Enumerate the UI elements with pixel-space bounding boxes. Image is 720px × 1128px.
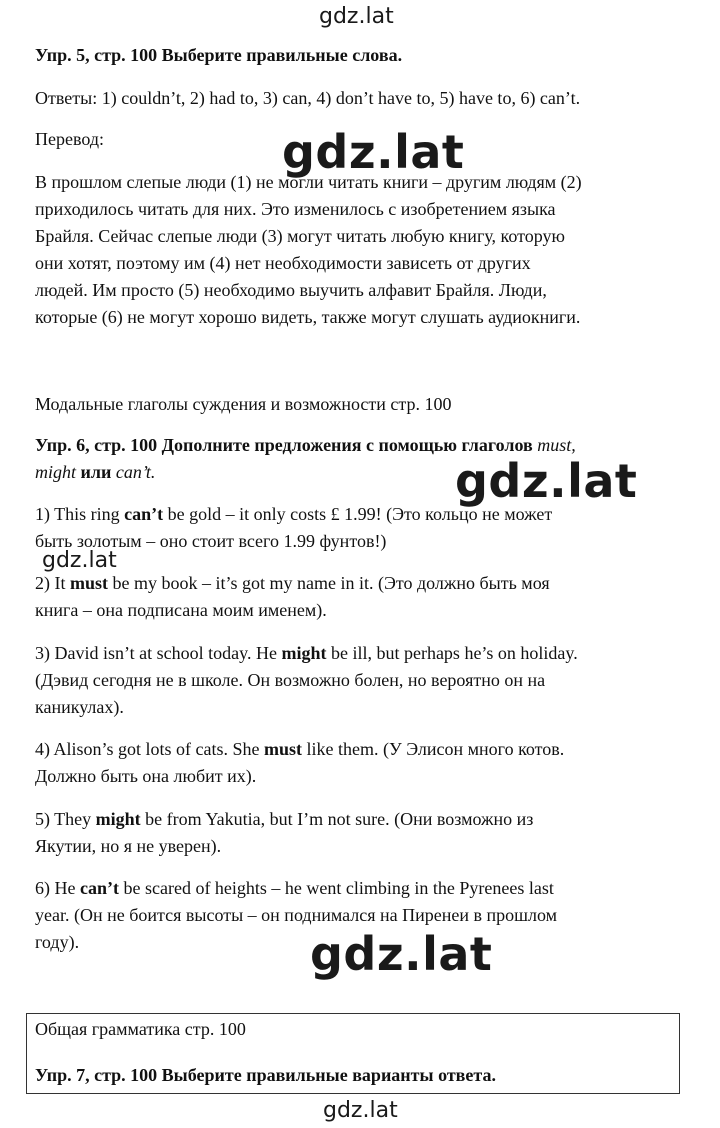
watermark-big-3: gdz.lat [310,927,493,981]
watermark-small-mid: gdz.lat [42,548,117,573]
translation-line: В прошлом слепые люди (1) не могли читать книги – другим людям (2) [35,172,582,192]
exercise-6-heading: Упр. 6, стр. 100 Дополните предложения с помощью глаголов must, might или can’t. [35,435,576,482]
translation-line: приходилось читать для них. Это изменилось с изобретением языка [35,199,556,219]
translation-line: Брайля. Сейчас слепые люди (3) могут читать любую книгу, которую [35,226,565,246]
translation-paragraph [35,169,690,331]
translation-label: Перевод: [35,129,104,149]
translation-line: они хотят, поэтому им (4) нет необходимости зависеть от других [35,253,531,273]
translation-line: людей. Им просто (5) необходимо выучить алфавит Брайля. Люди, [35,280,547,300]
modal-verbs-section-title: Модальные глаголы суждения и возможности стр. 100 [35,394,452,414]
watermark-big-2: gdz.lat [455,454,638,508]
exercise-6-item-6: 6) He can’t be scared of heights – he went climbing in the Pyrenees last year. (Он не боится высоты – он поднимался на Пиренеи в прошлом году). [35,878,558,952]
watermark-bottom: gdz.lat [323,1098,398,1123]
exercise-5-heading: Упр. 5, стр. 100 Выберите правильные слова. [35,45,403,65]
exercise-5-answers: Ответы: 1) couldn’t, 2) had to, 3) can, 4) don’t have to, 5) have to, 6) can’t. [35,88,581,108]
exercise-6-item-2: 2) It must be my book – it’s got my name in it. (Это должно быть моя книга – она подписана моим именем). [35,573,550,620]
exercise-6-item-3: 3) David isn’t at school today. He might be ill, but perhaps he’s on holiday. (Дэвид сегодня не в школе. Он возможно болен, но вероятно он на каникулах). [35,643,578,717]
exercise-6-item-4: 4) Alison’s got lots of cats. She must like them. (У Элисон много котов. Должно быть она любит их). [35,739,565,786]
watermark-top: gdz.lat [319,4,394,29]
watermark-big-1: gdz.lat [282,125,465,179]
general-grammar-box [26,1013,680,1094]
general-grammar-title: Общая грамматика стр. 100 [35,1019,246,1039]
exercise-6-item-1: 1) This ring can’t be gold – it only costs £ 1.99! (Это кольцо не может быть золотым – оно стоит всего 1.99 фунтов!) [35,504,553,551]
exercise-7-heading: Упр. 7, стр. 100 Выберите правильные варианты ответа. [35,1065,496,1085]
translation-line: которые (6) не могут хорошо видеть, также могут слушать аудиокниги. [35,307,581,327]
exercise-6-item-5: 5) They might be from Yakutia, but I’m not sure. (Они возможно из Якутии, но я не уверен). [35,809,534,856]
